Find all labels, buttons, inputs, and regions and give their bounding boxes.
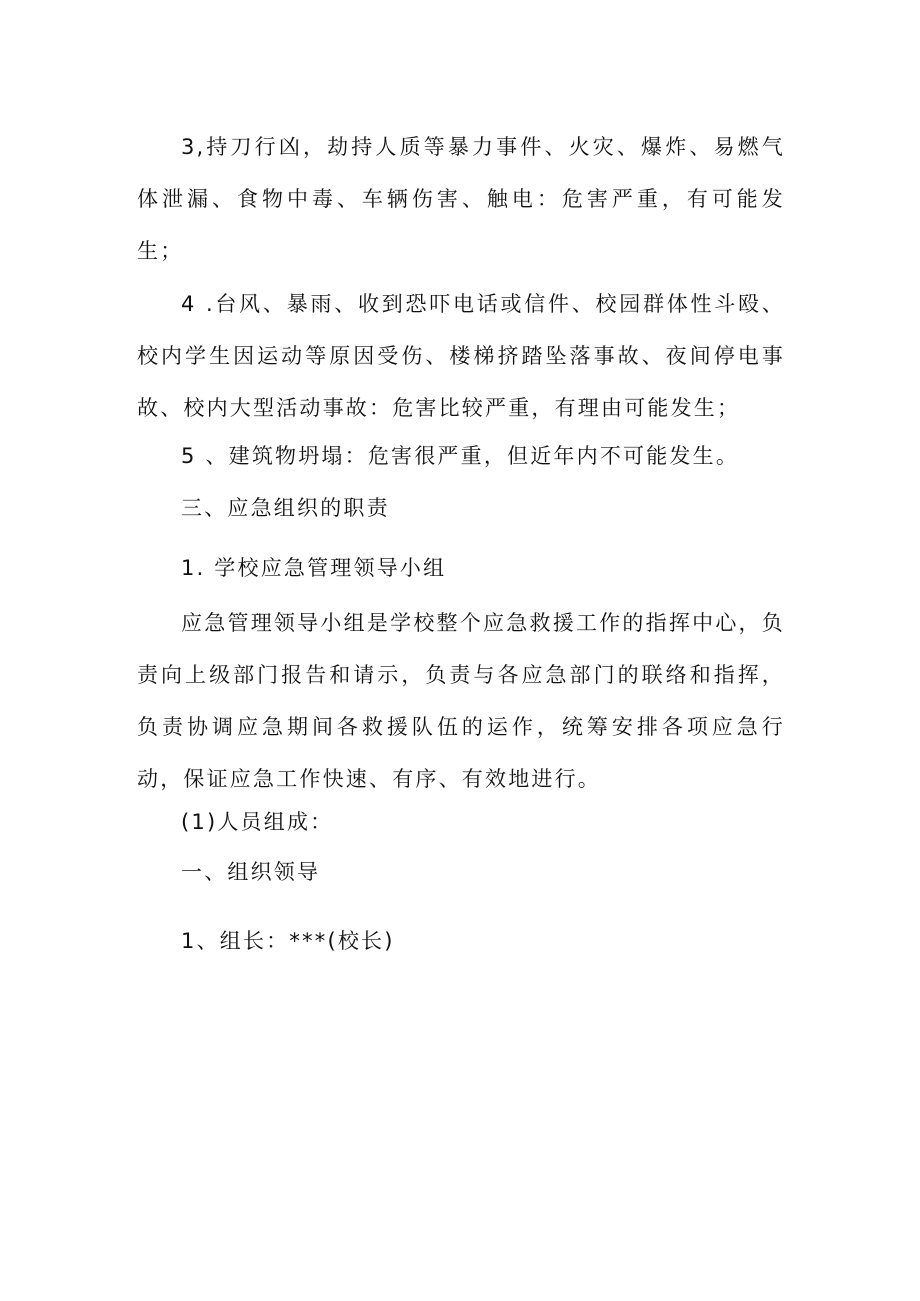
paragraph-leadership-group-description: 应急管理领导小组是学校整个应急救援工作的指挥中心，负责向上级部门报告和请示，负责与各应急部门的联络和指挥，负责协调应急期间各救援队伍的运作，统筹安排各项应急行动，保证应急工作快速、有序、有效地进行。 [137,611,785,791]
section-heading-emergency-duties: 三、应急组织的职责 [181,496,390,520]
subheading-organization-leadership: 一、组织领导 [181,860,321,884]
paragraph-group-leader: 1、组长：***(校长) [181,929,395,953]
subheading-leadership-group: 1. 学校应急管理领导小组 [181,556,447,580]
paragraph-item-5-risk: 5 、建筑物坍塌：危害很严重，但近年内不可能发生。 [181,444,740,468]
paragraph-item-4-risk: 4 .台风、暴雨、收到恐吓电话或信件、校园群体性斗殴、校内学生因运动等原因受伤、楼梯挤踏坠落事故、夜间停电事故、校内大型活动事故：危害比较严重，有理由可能发生； [137,292,785,420]
paragraph-item-3-risk: 3,持刀行凶，劫持人质等暴力事件、火灾、爆炸、易燃气体泄漏、食物中毒、车辆伤害、触电：危害严重，有可能发生； [137,135,785,263]
subheading-personnel-composition: (1)人员组成： [181,810,334,834]
